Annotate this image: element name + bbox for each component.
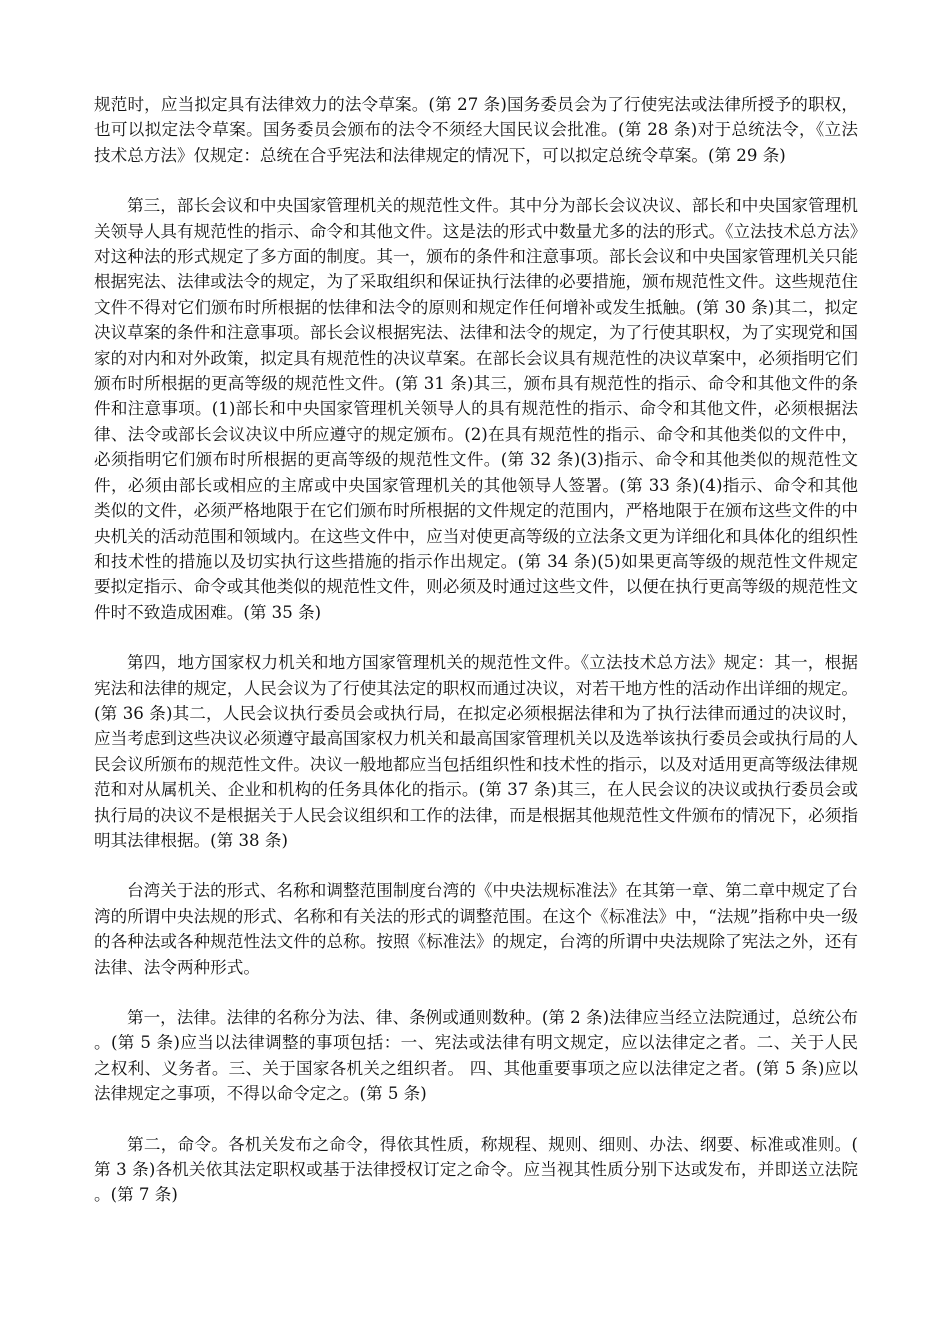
paragraph-local-authority-documents: 第四，地方国家权力机关和地方国家管理机关的规范性文件。《立法技术总方法》规定：其一，根据宪法和法律的规定，人民会议为了行使其法定的职权而通过决议，对若干地方性的活动作出详细的规定。(第 36 条)其二，人民会议执行委员会或执行局，在拟定必须根据法律和为了执行法律而通过的决议时，应当考虑到这些决议必须遵守最高国家权力机关和最高国家管理机关以及选举该执行委员会或执行局的人民会议所颁布的规范性文件。决议一般地都应当包括组织性和技术性的指示，以及对适用更高等级法律规范和对从属机关、企业和机构的任务具体化的指示。(第 37 条)其三，在人民会议的决议或执行委员会或执行局的决议不是根据关于人民会议组织和工作的法律，而是根据其他规范性文件颁布的情况下，必须指明其法律根据。(第 38 条) <box>94 653 858 850</box>
paragraph-continuation: 规范时，应当拟定具有法律效力的法令草案。(第 27 条)国务委员会为了行使宪法或法律所授予的职权，也可以拟定法令草案。国务委员会颁布的法令不须经大国民议会批准。(第 28 条)对于总统法令，《立法技术总方法》仅规定：总统在合乎宪法和法律规定的情况下，可以拟定总统令草案。(第 29 条) <box>94 95 858 165</box>
paragraph-taiwan-standard-law: 台湾关于法的形式、名称和调整范围制度台湾的《中央法规标准法》在其第一章、第二章中规定了台湾的所谓中央法规的形式、名称和有关法的形式的调整范围。在这个《标准法》中，“法规”指称中央一级的各种法或各种规范性法文件的总称。按照《标准法》的规定，台湾的所谓中央法规除了宪法之外，还有法律、法令两种形式。 <box>94 881 858 977</box>
paragraph-order: 第二，命令。各机关发布之命令，得依其性质，称规程、规则、细则、办法、纲要、标准或准则。(第 3 条)各机关依其法定职权或基于法律授权订定之命令。应当视其性质分别下达或发布，并即送立法院。(第 7 条) <box>94 1134 858 1205</box>
document-page <box>94 92 858 1233</box>
paragraph-ministerial-documents: 第三，部长会议和中央国家管理机关的规范性文件。其中分为部长会议决议、部长和中央国家管理机关领导人具有规范性的指示、命令和其他文件。这是法的形式中数量尤多的法的形式。《立法技术总方法》对这种法的形式规定了多方面的制度。其一，颁布的条件和注意事项。部长会议和中央国家管理机关只能根据宪法、法律或法令的规定，为了采取组织和保证执行法律的必要措施，颁布规范性文件。这些规范住文件不得对它们颁布时所根据的怯律和法令的原则和规定作任何增补或发生抵触。(第 30 条)其二，拟定决议草案的条件和注意事项。部长会议根据宪法、法律和法令的规定，为了行使其职权，为了实现党和国家的对内和对外政策，拟定具有规范性的决议草案。在部长会议具有规范性的决议草案中，必须指明它们颁布时所根据的更高等级的规范性文件。(第 31 条)其三，颁布具有规范性的指示、命令和其他文件的条件和注意事项。(1)部长和中央国家管理机关领导人的具有规范性的指示、命令和其他文件，必须根据法律、法令或部长会议决议中所应遵守的规定颁布。(2)在具有规范性的指示、命令和其他类似的文件中，必须指明它们颁布时所根据的更高等级的规范性文件。(第 32 条)(3)指示、命令和其他类似的规范性文件，必须由部长或相应的主席或中央国家管理机关的其他领导人签署。(第 33 条)(4)指示、命令和其他类似的文件，必须严格地限于在它们颁布时所根据的文件规定的范围内，严格地限于在颁布这些文件的中央机关的活动范围和领域内。在这些文件中，应当对使更高等级的立法条文更为详细化和具体化的组织性和技术性的措施以及切实执行这些措施的指示作出规定。(第 34 条)(5)如果更高等级的规范性文件规定要拟定指示、命令或其他类似的规范性文件，则必须及时通过这些文件，以便在执行更高等级的规范性文件时不致造成困难。(第 35 条) <box>94 196 858 622</box>
paragraph-law: 第一，法律。法律的名称分为法、律、条例或通则数种。(第 2 条)法律应当经立法院通过，总统公布。(第 5 条)应当以法律调整的事项包括：一、宪法或法律有明文规定，应以法律定之者。二、关于人民之权利、义务者。三、关于国家各机关之组织者。 四、其他重要事项之应以法律定之者。(第 5 条)应以法律规定之事项，不得以命令定之。(第 5 条) <box>94 1008 858 1104</box>
